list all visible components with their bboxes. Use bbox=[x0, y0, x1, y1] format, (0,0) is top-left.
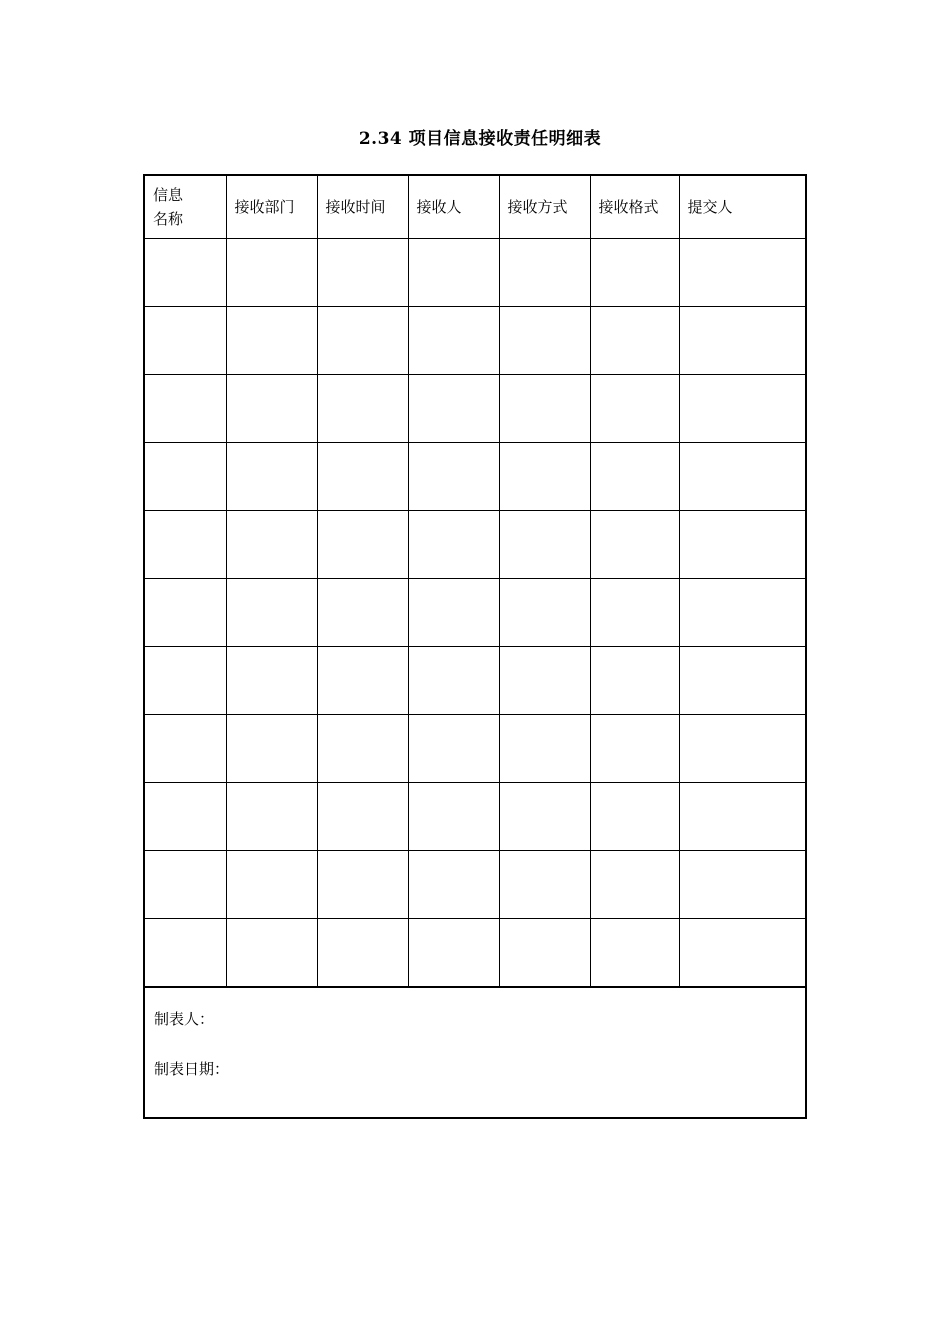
cell-receiving-format[interactable] bbox=[590, 919, 679, 988]
cell-receiving-time[interactable] bbox=[317, 511, 408, 579]
cell-info-name[interactable] bbox=[144, 715, 226, 783]
cell-receiving-format[interactable] bbox=[590, 375, 679, 443]
cell-submitter[interactable] bbox=[679, 307, 806, 375]
cell-info-name[interactable] bbox=[144, 647, 226, 715]
cell-receiving-department[interactable] bbox=[226, 919, 317, 988]
table-row bbox=[144, 919, 806, 988]
cell-receiver[interactable] bbox=[408, 239, 499, 307]
cell-receiving-method[interactable] bbox=[499, 715, 590, 783]
cell-receiving-department[interactable] bbox=[226, 443, 317, 511]
cell-receiver[interactable] bbox=[408, 919, 499, 988]
table-body bbox=[144, 239, 806, 988]
cell-receiving-time[interactable] bbox=[317, 919, 408, 988]
cell-receiving-time[interactable] bbox=[317, 579, 408, 647]
cell-receiving-method[interactable] bbox=[499, 783, 590, 851]
header-submitter: 提交人 bbox=[679, 175, 806, 239]
table-row bbox=[144, 443, 806, 511]
header-receiving-time: 接收时间 bbox=[317, 175, 408, 239]
table-row bbox=[144, 375, 806, 443]
cell-receiving-time[interactable] bbox=[317, 443, 408, 511]
cell-receiving-department[interactable] bbox=[226, 239, 317, 307]
cell-receiver[interactable] bbox=[408, 375, 499, 443]
table-row bbox=[144, 783, 806, 851]
cell-info-name[interactable] bbox=[144, 579, 226, 647]
header-info-name-line1: 信息 bbox=[153, 186, 184, 204]
cell-receiver[interactable] bbox=[408, 715, 499, 783]
cell-receiving-method[interactable] bbox=[499, 443, 590, 511]
cell-receiving-time[interactable] bbox=[317, 851, 408, 919]
header-row bbox=[144, 175, 806, 239]
cell-info-name[interactable] bbox=[144, 783, 226, 851]
cell-receiving-format[interactable] bbox=[590, 851, 679, 919]
info-receiving-table bbox=[143, 174, 807, 1119]
header-info-name-line2: 名称 bbox=[153, 210, 184, 228]
cell-receiving-format[interactable] bbox=[590, 579, 679, 647]
cell-receiving-method[interactable] bbox=[499, 239, 590, 307]
cell-receiving-method[interactable] bbox=[499, 579, 590, 647]
cell-receiving-department[interactable] bbox=[226, 783, 317, 851]
cell-info-name[interactable] bbox=[144, 511, 226, 579]
cell-receiving-method[interactable] bbox=[499, 307, 590, 375]
cell-submitter[interactable] bbox=[679, 715, 806, 783]
cell-submitter[interactable] bbox=[679, 375, 806, 443]
cell-receiving-format[interactable] bbox=[590, 715, 679, 783]
cell-receiving-department[interactable] bbox=[226, 511, 317, 579]
cell-receiving-time[interactable] bbox=[317, 375, 408, 443]
cell-receiving-department[interactable] bbox=[226, 647, 317, 715]
cell-receiving-time[interactable] bbox=[317, 715, 408, 783]
cell-receiving-format[interactable] bbox=[590, 511, 679, 579]
cell-info-name[interactable] bbox=[144, 919, 226, 988]
header-receiving-department: 接收部门 bbox=[226, 175, 317, 239]
cell-submitter[interactable] bbox=[679, 443, 806, 511]
cell-info-name[interactable] bbox=[144, 443, 226, 511]
cell-submitter[interactable] bbox=[679, 851, 806, 919]
cell-receiving-department[interactable] bbox=[226, 579, 317, 647]
header-receiving-format: 接收格式 bbox=[590, 175, 679, 239]
header-receiving-method: 接收方式 bbox=[499, 175, 590, 239]
cell-receiving-method[interactable] bbox=[499, 647, 590, 715]
cell-receiver[interactable] bbox=[408, 851, 499, 919]
cell-submitter[interactable] bbox=[679, 239, 806, 307]
cell-receiving-time[interactable] bbox=[317, 239, 408, 307]
cell-info-name[interactable] bbox=[144, 375, 226, 443]
table-row bbox=[144, 647, 806, 715]
header-info-name bbox=[144, 175, 226, 239]
footer-cell bbox=[144, 987, 806, 1118]
cell-info-name[interactable] bbox=[144, 307, 226, 375]
table-row bbox=[144, 511, 806, 579]
cell-receiving-time[interactable] bbox=[317, 783, 408, 851]
table-row bbox=[144, 239, 806, 307]
prepared-by-label: 制表人： bbox=[154, 1010, 215, 1028]
document-title: 2.34 项目信息接收责任明细表 bbox=[358, 129, 602, 149]
cell-receiving-format[interactable] bbox=[590, 783, 679, 851]
cell-receiver[interactable] bbox=[408, 579, 499, 647]
cell-submitter[interactable] bbox=[679, 579, 806, 647]
header-receiver: 接收人 bbox=[408, 175, 499, 239]
table-row bbox=[144, 851, 806, 919]
table-row bbox=[144, 307, 806, 375]
cell-receiving-format[interactable] bbox=[590, 647, 679, 715]
cell-receiving-time[interactable] bbox=[317, 647, 408, 715]
cell-receiving-method[interactable] bbox=[499, 375, 590, 443]
table-row bbox=[144, 715, 806, 783]
cell-info-name[interactable] bbox=[144, 851, 226, 919]
cell-receiver[interactable] bbox=[408, 783, 499, 851]
cell-submitter[interactable] bbox=[679, 783, 806, 851]
cell-receiving-department[interactable] bbox=[226, 715, 317, 783]
cell-receiving-format[interactable] bbox=[590, 239, 679, 307]
cell-submitter[interactable] bbox=[679, 511, 806, 579]
cell-receiving-format[interactable] bbox=[590, 307, 679, 375]
footer-row bbox=[144, 987, 806, 1118]
cell-receiving-department[interactable] bbox=[226, 851, 317, 919]
cell-submitter[interactable] bbox=[679, 919, 806, 988]
prepared-date-label: 制表日期： bbox=[154, 1060, 230, 1078]
cell-receiving-department[interactable] bbox=[226, 375, 317, 443]
cell-receiver[interactable] bbox=[408, 647, 499, 715]
cell-info-name[interactable] bbox=[144, 239, 226, 307]
cell-receiving-format[interactable] bbox=[590, 443, 679, 511]
cell-receiving-time[interactable] bbox=[317, 307, 408, 375]
cell-receiving-method[interactable] bbox=[499, 851, 590, 919]
cell-receiver[interactable] bbox=[408, 511, 499, 579]
cell-submitter[interactable] bbox=[679, 647, 806, 715]
cell-receiving-method[interactable] bbox=[499, 919, 590, 988]
cell-receiving-department[interactable] bbox=[226, 307, 317, 375]
cell-receiver[interactable] bbox=[408, 443, 499, 511]
cell-receiving-method[interactable] bbox=[499, 511, 590, 579]
cell-receiver[interactable] bbox=[408, 307, 499, 375]
table-row bbox=[144, 579, 806, 647]
